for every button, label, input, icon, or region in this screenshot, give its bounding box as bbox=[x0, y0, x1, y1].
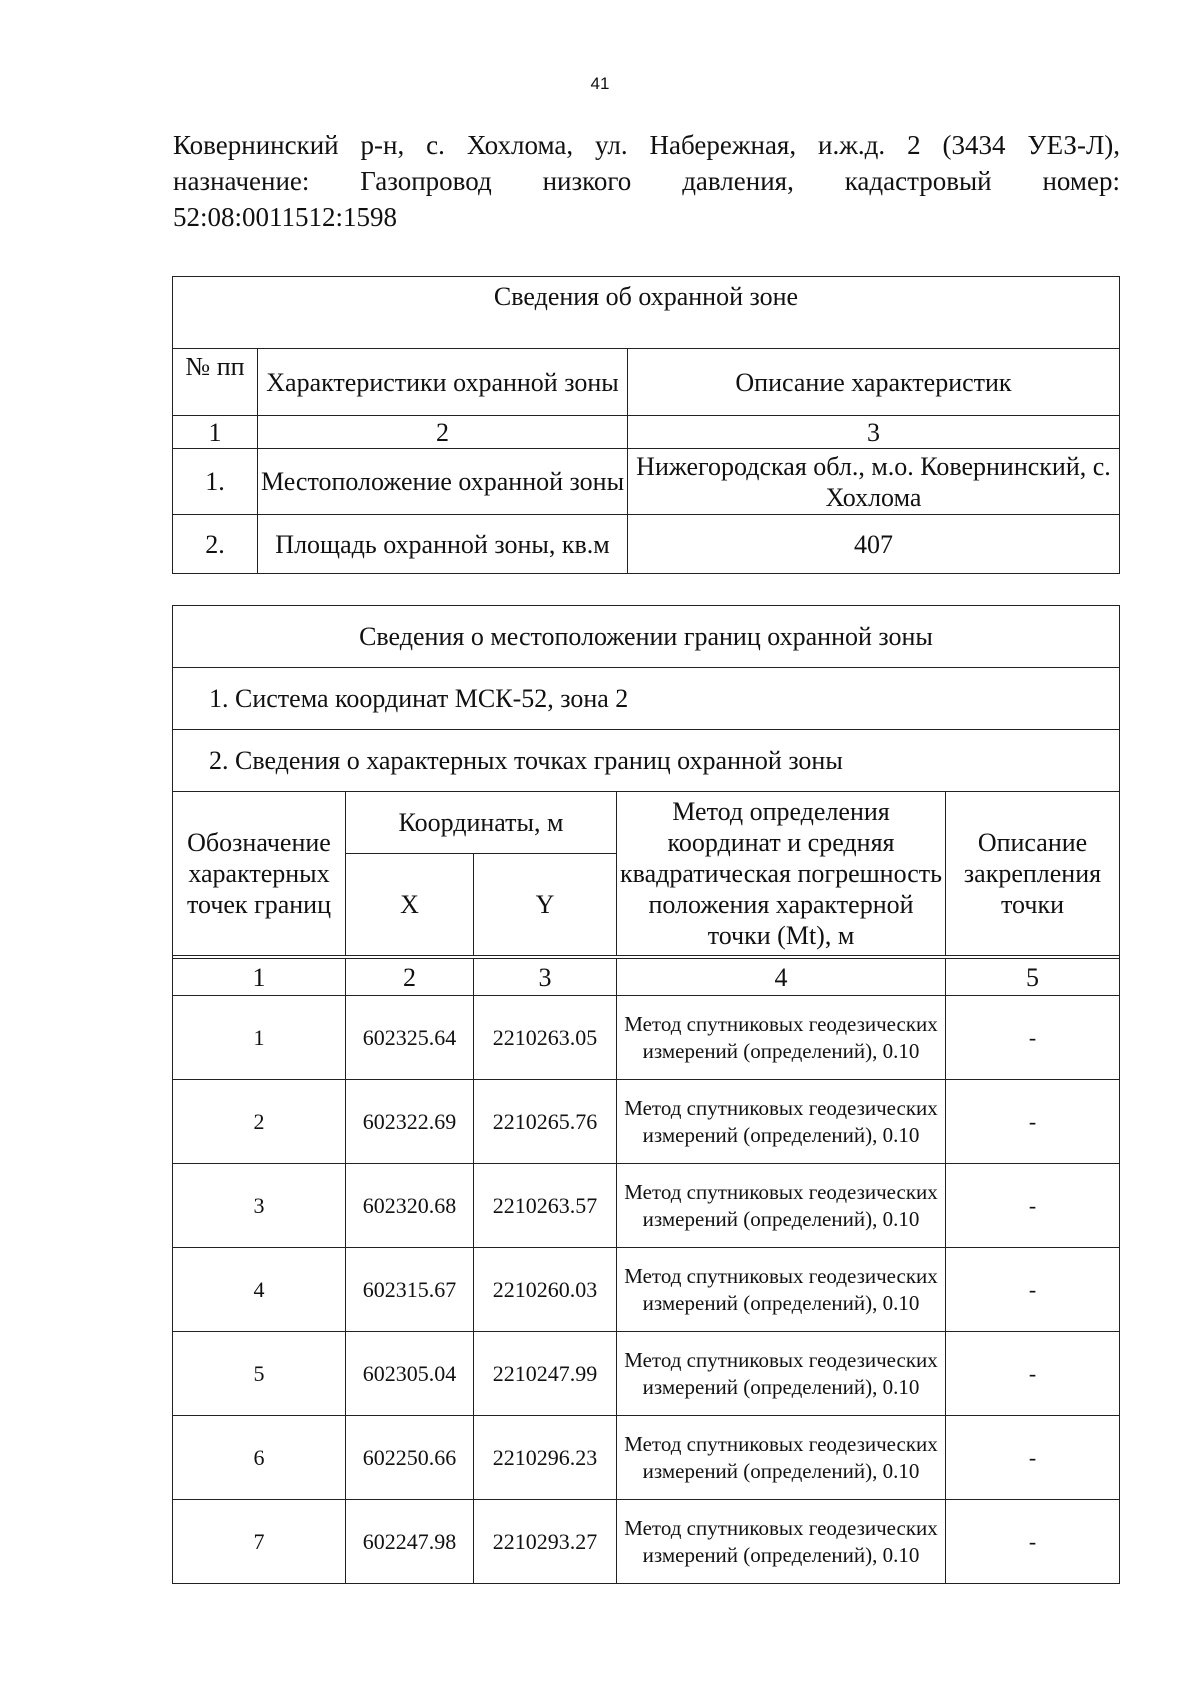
bounds-table-title: Сведения о местоположении границ охранной зоны bbox=[173, 606, 1120, 668]
point-id: 1 bbox=[173, 996, 346, 1080]
point-id: 5 bbox=[173, 1332, 346, 1416]
header-x: X bbox=[346, 854, 474, 956]
point-id: 3 bbox=[173, 1164, 346, 1248]
page-number: 41 bbox=[590, 74, 610, 93]
protection-zone-table bbox=[172, 276, 1120, 574]
point-fixing: - bbox=[946, 1332, 1120, 1416]
column-number: 3 bbox=[628, 416, 1120, 449]
intro-line: назначение: Газопровод низкого давления, кадастровый номер: bbox=[173, 166, 1120, 196]
point-x: 602325.64 bbox=[346, 996, 474, 1080]
point-y: 2210265.76 bbox=[474, 1080, 617, 1164]
column-number: 2 bbox=[346, 959, 474, 996]
column-number: 1 bbox=[173, 959, 346, 996]
point-x: 602305.04 bbox=[346, 1332, 474, 1416]
cadastral-number: 52:08:0011512:1598 bbox=[173, 202, 398, 232]
header-method: Метод определения координат и средняя квадратическая погрешность положения характерной точки (Mt), м bbox=[617, 792, 946, 956]
row-number: 2. bbox=[173, 515, 258, 574]
point-method: Метод спутниковых геодезических измерений (определений), 0.10 bbox=[617, 1500, 946, 1584]
table-row bbox=[173, 1248, 1120, 1332]
table-row bbox=[173, 1080, 1120, 1164]
point-id: 2 bbox=[173, 1080, 346, 1164]
point-y: 2210247.99 bbox=[474, 1332, 617, 1416]
point-fixing: - bbox=[946, 1500, 1120, 1584]
point-x: 602320.68 bbox=[346, 1164, 474, 1248]
point-method: Метод спутниковых геодезических измерений (определений), 0.10 bbox=[617, 996, 946, 1080]
row-characteristic: Местоположение охранной зоны bbox=[258, 449, 628, 515]
point-method: Метод спутниковых геодезических измерений (определений), 0.10 bbox=[617, 1332, 946, 1416]
point-method: Метод спутниковых геодезических измерений (определений), 0.10 bbox=[617, 1248, 946, 1332]
row-characteristic: Площадь охранной зоны, кв.м bbox=[258, 515, 628, 574]
point-y: 2210263.05 bbox=[474, 996, 617, 1080]
table-row bbox=[173, 449, 1120, 515]
point-y: 2210296.23 bbox=[474, 1416, 617, 1500]
point-y: 2210263.57 bbox=[474, 1164, 617, 1248]
column-number: 4 bbox=[617, 959, 946, 996]
point-x: 602247.98 bbox=[346, 1500, 474, 1584]
column-number: 5 bbox=[946, 959, 1120, 996]
table-row bbox=[173, 1332, 1120, 1416]
table-row bbox=[173, 1500, 1120, 1584]
header-description: Описание характеристик bbox=[628, 349, 1120, 416]
point-y: 2210260.03 bbox=[474, 1248, 617, 1332]
column-number: 3 bbox=[474, 959, 617, 996]
point-id: 6 bbox=[173, 1416, 346, 1500]
zone-boundaries-table bbox=[172, 605, 1120, 1584]
header-number: № пп bbox=[173, 349, 258, 416]
point-method: Метод спутниковых геодезических измерений (определений), 0.10 bbox=[617, 1164, 946, 1248]
point-fixing: - bbox=[946, 1080, 1120, 1164]
header-designation: Обозначение характерных точек границ bbox=[173, 792, 346, 956]
table-row bbox=[173, 996, 1120, 1080]
column-number: 1 bbox=[173, 416, 258, 449]
zone-table-title: Сведения об охранной зоне bbox=[173, 277, 1120, 349]
row-value: Нижегородская обл., м.о. Ковернинский, с. Хохлома bbox=[628, 449, 1120, 515]
header-coordinates: Координаты, м bbox=[346, 792, 617, 854]
point-fixing: - bbox=[946, 996, 1120, 1080]
header-characteristics: Характеристики охранной зоны bbox=[258, 349, 628, 416]
point-method: Метод спутниковых геодезических измерений (определений), 0.10 bbox=[617, 1416, 946, 1500]
column-number: 2 bbox=[258, 416, 628, 449]
point-y: 2210293.27 bbox=[474, 1500, 617, 1584]
intro-paragraph bbox=[173, 127, 1120, 235]
header-fixing: Описание закрепления точки bbox=[946, 792, 1120, 956]
point-fixing: - bbox=[946, 1164, 1120, 1248]
point-id: 4 bbox=[173, 1248, 346, 1332]
table-row bbox=[173, 515, 1120, 574]
coordinate-system: 1. Система координат МСК-52, зона 2 bbox=[173, 668, 1120, 730]
row-number: 1. bbox=[173, 449, 258, 515]
point-fixing: - bbox=[946, 1416, 1120, 1500]
intro-line: Ковернинский р-н, с. Хохлома, ул. Набережная, и.ж.д. 2 (3434 УЕЗ-Л), bbox=[173, 130, 1120, 160]
point-x: 602250.66 bbox=[346, 1416, 474, 1500]
point-x: 602322.69 bbox=[346, 1080, 474, 1164]
point-fixing: - bbox=[946, 1248, 1120, 1332]
point-x: 602315.67 bbox=[346, 1248, 474, 1332]
table-row bbox=[173, 1416, 1120, 1500]
point-id: 7 bbox=[173, 1500, 346, 1584]
points-section-title: 2. Сведения о характерных точках границ охранной зоны bbox=[173, 730, 1120, 792]
point-method: Метод спутниковых геодезических измерений (определений), 0.10 bbox=[617, 1080, 946, 1164]
row-value: 407 bbox=[628, 515, 1120, 574]
header-y: Y bbox=[474, 854, 617, 956]
table-row bbox=[173, 1164, 1120, 1248]
